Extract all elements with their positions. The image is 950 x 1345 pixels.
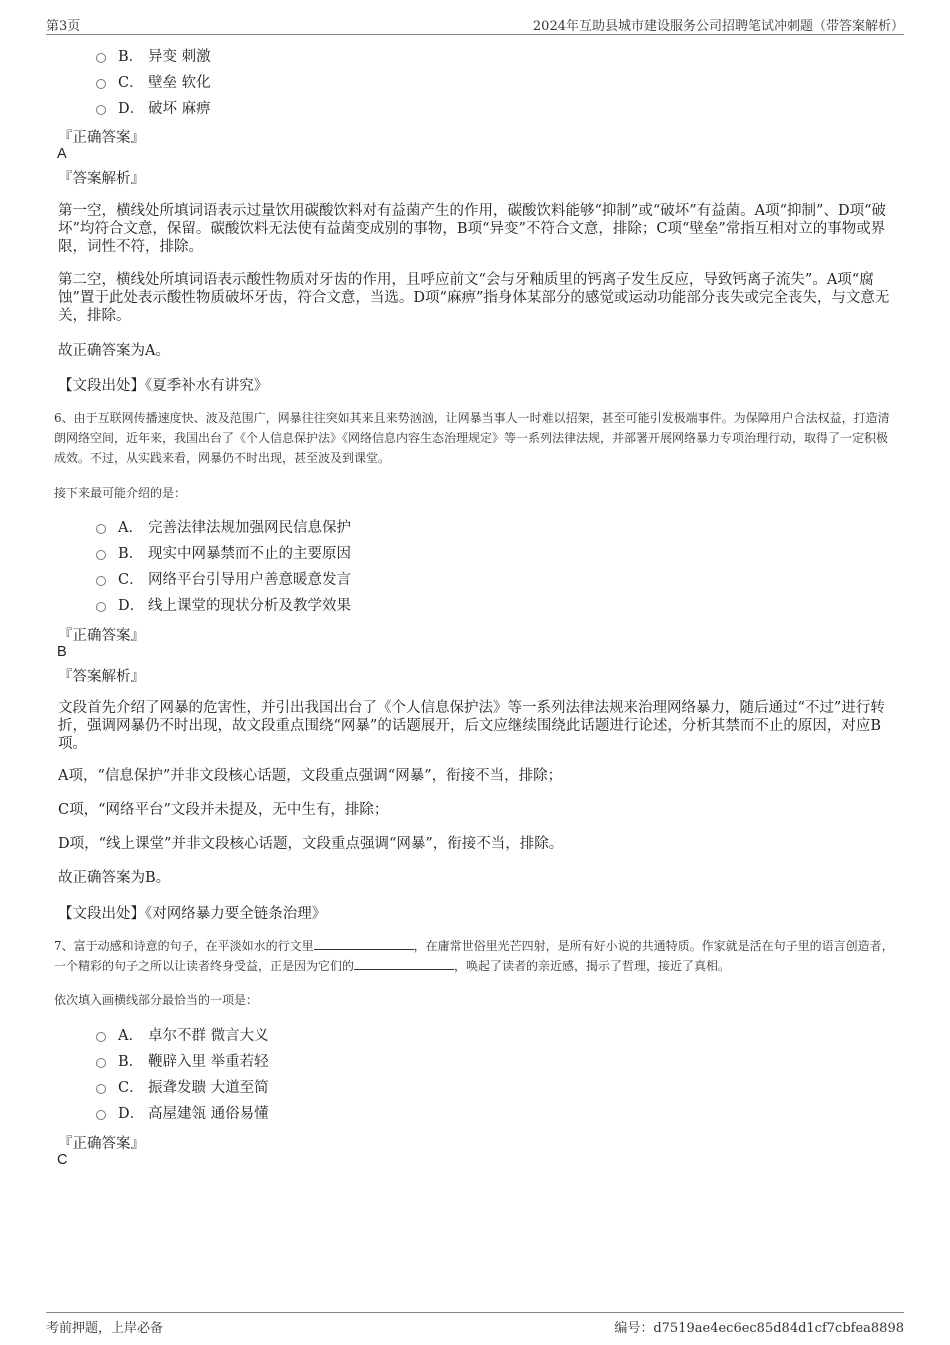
analysis-label: 『答案解析』 — [58, 669, 145, 685]
option-a[interactable]: A． 卓尔不群 微言大义 — [96, 1025, 269, 1047]
answer-label: 『正确答案』 — [58, 628, 145, 644]
analysis-paragraph: 文段首先介绍了网暴的危害性，并引出我国出台了《个人信息保护法》等一系列法律法规来治理网络暴力，随后通过“不过”进行转折，强调网暴仍不时出现，故文段重点围绕“网暴”的话题展开，后文应继续围绕此话题进行论述，分析其禁而不止的原因，对应B项。 — [58, 700, 885, 752]
fill-blank — [354, 957, 454, 970]
option-d[interactable]: D． 破坏 麻痹 — [96, 98, 211, 120]
option-c[interactable]: C． 壁垒 软化 — [96, 72, 211, 94]
analysis-paragraph: 第二空，横线处所填词语表示酸性物质对牙齿的作用，且呼应前文“会与牙釉质里的钙离子发生反应，导致钙离子流失”。A项“腐蚀”置于此处表示酸性物质破坏牙齿，符合文意，当选。D项“麻痹”指身体某部分的感觉或运动功能部分丧失或完全丧失，与文意无关，排除。 — [58, 272, 890, 324]
option-a[interactable]: A． 完善法律法规加强网民信息保护 — [96, 517, 351, 539]
question-7-prompt: 依次填入画横线部分最恰当的一项是： — [54, 993, 259, 1007]
option-c[interactable]: C． 振聋发聩 大道至简 — [96, 1077, 269, 1099]
option-b[interactable]: B． 鞭辟入里 举重若轻 — [96, 1051, 269, 1073]
analysis-paragraph: C项，“网络平台”文段并未提及，无中生有，排除； — [58, 802, 389, 818]
radio-icon[interactable] — [96, 524, 106, 534]
option-b[interactable]: B． 现实中网暴禁而不止的主要原因 — [96, 543, 351, 565]
radio-icon[interactable] — [96, 79, 106, 89]
option-b[interactable]: B． 异变 刺激 — [96, 46, 211, 68]
document-id: 编号：d7519ae4ec6ec85d84d1cf7cbfea8898 — [614, 1321, 904, 1336]
radio-icon[interactable] — [96, 105, 106, 115]
option-d[interactable]: D． 线上课堂的现状分析及教学效果 — [96, 595, 351, 617]
fill-blank — [314, 937, 414, 950]
radio-icon[interactable] — [96, 1110, 106, 1120]
option-d[interactable]: D． 高屋建瓴 通俗易懂 — [96, 1103, 269, 1125]
analysis-conclusion: 故正确答案为B。 — [58, 870, 171, 886]
analysis-paragraph: 第一空，横线处所填词语表示过量饮用碳酸饮料对有益菌产生的作用，碳酸饮料能够“抑制”或“破坏”有益菌。A项“抑制”、D项“破坏”均符合文意，保留。碳酸饮料无法使有益菌变成别的事物，B项“异变”不符合文意，排除；C项“壁垒”常指互相对立的事物或界限，词性不符，排除。 — [58, 203, 886, 255]
page-header — [46, 12, 904, 35]
radio-icon[interactable] — [96, 53, 106, 63]
analysis-label: 『答案解析』 — [58, 171, 145, 187]
question-6-text: 6、由于互联网传播速度快、波及范围广，网暴往往突如其来且来势汹汹，让网暴当事人一时难以招架，甚至可能引发极端事件。为保障用户合法权益，打造清朗网络空间，近年来，我国出台了《个人信息保护法》《网络信息内容生态治理规定》等一系列法律法规，并部署开展网络暴力专项治理行动，取得了一定积极成效。不过，从实践来看，网暴仍不时出现，甚至波及到课堂。 — [54, 411, 890, 465]
radio-icon[interactable] — [96, 602, 106, 612]
question-7-text: 7、富于动感和诗意的句子，在平淡如水的行文里 ，在庸常世俗里光芒四射，是所有好小说的共通特质。作家就是活在句子里的语言创造者，一个精彩的句子之所以让读者终身受益，正是因为它们的 ，唤起了读者的亲近感，揭示了哲理，接近了真相。 — [54, 939, 894, 973]
source-citation: 【文段出处】《夏季补水有讲究》 — [58, 378, 269, 394]
answer-label: 『正确答案』 — [58, 1136, 145, 1152]
analysis-paragraph: A项，“信息保护”并非文段核心话题，文段重点强调“网暴”，衔接不当，排除； — [58, 768, 563, 784]
answer-value: A — [57, 146, 67, 162]
answer-value: B — [57, 644, 67, 660]
answer-label: 『正确答案』 — [58, 130, 145, 146]
analysis-paragraph: D项，“线上课堂”并非文段核心话题，文段重点强调“网暴”，衔接不当，排除。 — [58, 836, 564, 852]
radio-icon[interactable] — [96, 576, 106, 586]
radio-icon[interactable] — [96, 1084, 106, 1094]
question-6-prompt: 接下来最可能介绍的是： — [54, 486, 187, 500]
radio-icon[interactable] — [96, 1032, 106, 1042]
radio-icon[interactable] — [96, 550, 106, 560]
document-title: 2024年互助县城市建设服务公司招聘笔试冲刺题（带答案解析） — [532, 19, 904, 34]
answer-value: C — [57, 1152, 68, 1168]
footer-slogan: 考前押题，上岸必备 — [46, 1321, 164, 1336]
option-c[interactable]: C． 网络平台引导用户善意暖意发言 — [96, 569, 351, 591]
source-citation: 【文段出处】《对网络暴力要全链条治理》 — [58, 906, 327, 922]
radio-icon[interactable] — [96, 1058, 106, 1068]
page-number: 第3页 — [46, 19, 81, 34]
page-footer — [46, 1312, 904, 1339]
analysis-conclusion: 故正确答案为A。 — [58, 343, 170, 359]
